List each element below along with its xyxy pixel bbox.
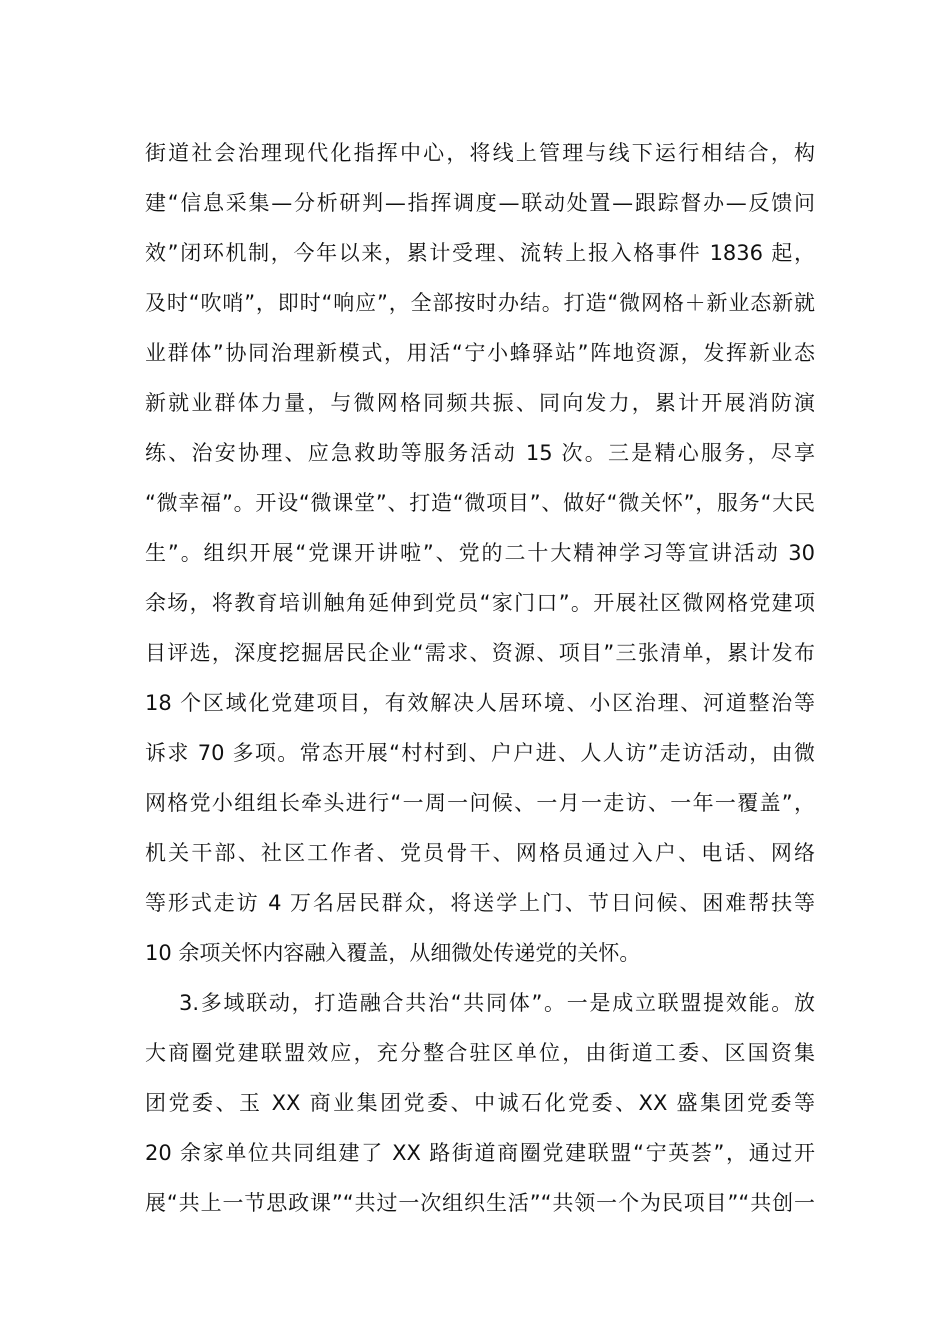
text-line: 10 余项关怀内容融入覆盖，从细微处传递党的关怀。 — [145, 941, 641, 965]
text-line: 展“共上一节思政课”“共过一次组织生活”“共领一个为民项目”“共创一 — [145, 1191, 815, 1215]
text-line: 建“信息采集—分析研判—指挥调度—联动处置—跟踪督办—反馈问 — [145, 191, 815, 215]
text-line: 团党委、玉 XX 商业集团党委、中诚石化党委、XX 盛集团党委等 — [145, 1091, 815, 1115]
text-line: 3.多域联动，打造融合共治“共同体”。一是成立联盟提效能。放 — [179, 991, 815, 1015]
body-text — [145, 128, 815, 1228]
text-line: 新就业群体力量，与微网格同频共振、同向发力，累计开展消防演 — [145, 391, 815, 415]
paragraph-2 — [145, 978, 815, 1228]
text-line: 18 个区域化党建项目，有效解决人居环境、小区治理、河道整治等 — [145, 691, 815, 715]
text-line: 街道社会治理现代化指挥中心，将线上管理与线下运行相结合，构 — [145, 141, 815, 165]
text-line: 余场，将教育培训触角延伸到党员“家门口”。开展社区微网格党建项 — [145, 591, 815, 615]
text-line: 练、治安协理、应急救助等服务活动 15 次。三是精心服务，尽享 — [145, 441, 815, 465]
paragraph-1 — [145, 128, 815, 978]
text-line: 20 余家单位共同组建了 XX 路街道商圈党建联盟“宁英荟”，通过开 — [145, 1141, 815, 1165]
text-line: 效”闭环机制，今年以来，累计受理、流转上报入格事件 1836 起， — [145, 241, 815, 265]
text-line: 网格党小组组长牵头进行“一周一问候、一月一走访、一年一覆盖”， — [145, 791, 815, 815]
text-line: 目评选，深度挖掘居民企业“需求、资源、项目”三张清单，累计发布 — [145, 641, 815, 665]
text-line: 大商圈党建联盟效应，充分整合驻区单位，由街道工委、区国资集 — [145, 1041, 815, 1065]
text-line: 诉求 70 多项。常态开展“村村到、户户进、人人访”走访活动，由微 — [145, 741, 815, 765]
text-line: 生”。组织开展“党课开讲啦”、党的二十大精神学习等宣讲活动 30 — [145, 541, 815, 565]
text-line: 及时“吹哨”，即时“响应”，全部按时办结。打造“微网格＋新业态新就 — [145, 291, 815, 315]
text-line: 机关干部、社区工作者、党员骨干、网格员通过入户、电话、网络 — [145, 841, 815, 865]
text-line: 业群体”协同治理新模式，用活“宁小蜂驿站”阵地资源，发挥新业态 — [145, 341, 815, 365]
text-line: 等形式走访 4 万名居民群众，将送学上门、节日问候、困难帮扶等 — [145, 891, 815, 915]
text-line: “微幸福”。开设“微课堂”、打造“微项目”、做好“微关怀”，服务“大民 — [145, 491, 815, 515]
